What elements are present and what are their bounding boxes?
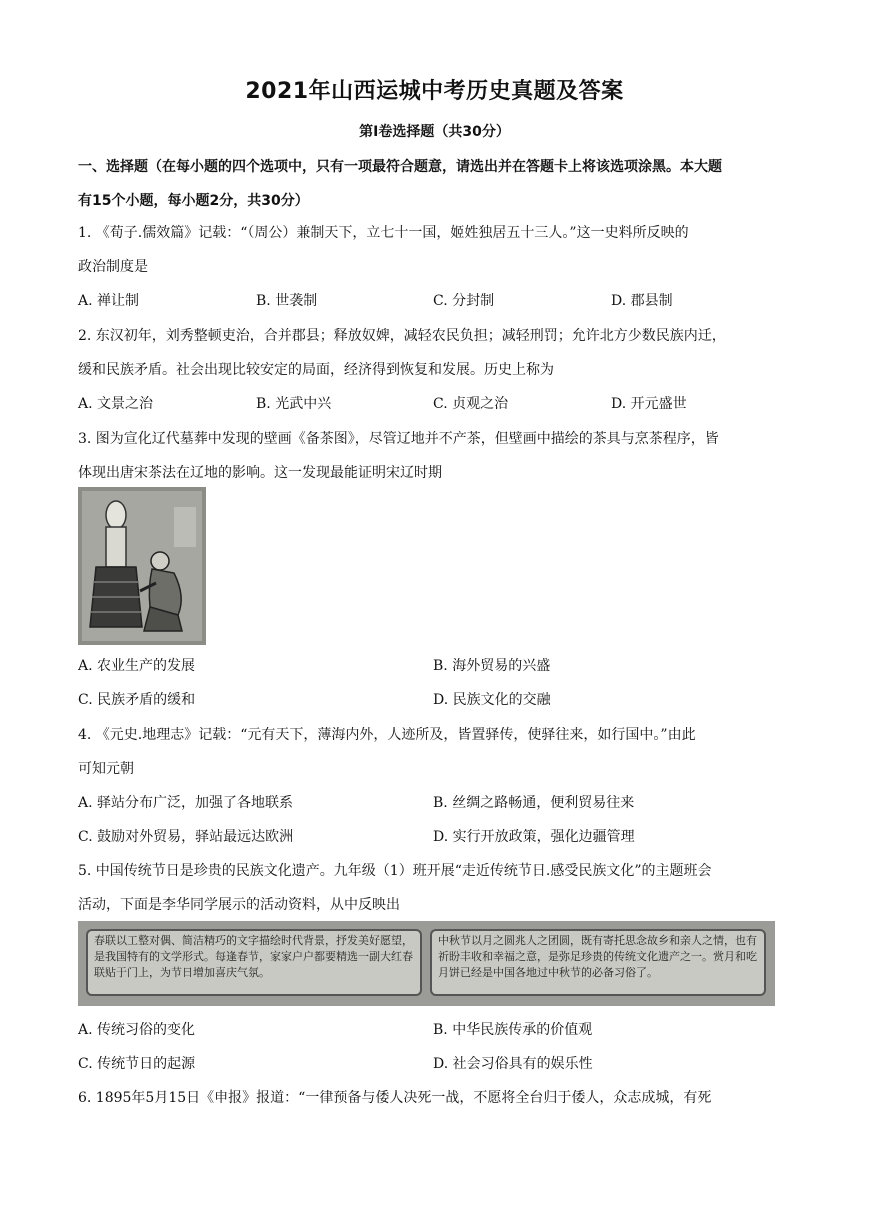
mid-autumn-panel: 中秋节以月之圆兆人之团圆，既有寄托思念故乡和亲人之情，也有祈盼丰收和幸福之意，是弥足珍贵的传统文化遗产之一。赏月和吃月饼已经是中国各地过中秋节的必备习俗了。 (430, 929, 766, 996)
section-instructions-line2: 有15个小题，每小题2分，共30分） (78, 193, 309, 209)
question-5-option-d: D. 社会习俗具有的娱乐性 (433, 1056, 593, 1072)
section-instructions-line1: 一、选择题（在每小题的四个选项中，只有一项最符合题意，请选出并在答题卡上将该选项涂黑。本大题 (78, 159, 722, 175)
question-1-stem-line1: 1. 《荀子.儒效篇》记载：“（周公）兼制天下，立七十一国，姬姓独居五十三人。”这一史料所反映的 (78, 225, 689, 241)
section-subtitle: 第Ⅰ卷选择题（共30分） (359, 124, 510, 140)
question-2-option-b: B. 光武中兴 (256, 396, 332, 412)
page-title: 2021年山西运城中考历史真题及答案 (245, 79, 624, 104)
question-5-stem-line2: 活动，下面是李华同学展示的活动资料，从中反映出 (78, 897, 400, 913)
question-5-option-b: B. 中华民族传承的价值观 (433, 1022, 593, 1038)
question-2-option-a: A. 文景之治 (78, 396, 154, 412)
question-5-option-a: A. 传统习俗的变化 (78, 1022, 196, 1038)
question-3-option-a: A. 农业生产的发展 (78, 658, 196, 674)
question-4-stem-line1: 4. 《元史.地理志》记载：“元有天下，薄海内外，人迹所及，皆置驿传，使驿往来，如行国中。”由此 (78, 727, 696, 743)
question-3-stem-line2: 体现出唐宋茶法在辽地的影响。这一发现最能证明宋辽时期 (78, 465, 442, 481)
question-4-option-a: A. 驿站分布广泛，加强了各地联系 (78, 795, 294, 811)
question-3-option-b: B. 海外贸易的兴盛 (433, 658, 551, 674)
question-4-option-d: D. 实行开放政策，强化边疆管理 (433, 829, 635, 845)
question-2-stem-line2: 缓和民族矛盾。社会出现比较安定的局面，经济得到恢复和发展。历史上称为 (78, 362, 554, 378)
question-2-stem-line1: 2. 东汉初年，刘秀整顿吏治，合并郡县；释放奴婢，减轻农民负担；减轻刑罚；允许北方少数民族内迁， (78, 328, 726, 344)
mural-illustration (78, 487, 206, 645)
question-4-stem-line2: 可知元朝 (78, 761, 134, 777)
question-2-option-d: D. 开元盛世 (611, 396, 687, 412)
question-3-option-d: D. 民族文化的交融 (433, 692, 551, 708)
question-6-stem-line1: 6. 1895年5月15日《申报》报道：“一律预备与倭人决死一战，不愿将全台归于倭人，众志成城，有死 (78, 1090, 712, 1106)
tea-preparation-mural-image (78, 487, 206, 645)
question-1-option-b: B. 世袭制 (256, 293, 318, 309)
question-2-option-c: C. 贞观之治 (433, 396, 509, 412)
question-1-option-d: D. 郡县制 (611, 293, 673, 309)
spring-couplet-panel: 春联以工整对偶、简洁精巧的文字描绘时代背景，抒发美好愿望，是我国特有的文学形式。每逢春节，家家户户都要精选一副大红春联贴于门上，为节日增加喜庆气氛。 (86, 929, 422, 996)
question-3-option-c: C. 民族矛盾的缓和 (78, 692, 196, 708)
question-1-option-a: A. 禅让制 (78, 293, 140, 309)
question-4-option-c: C. 鼓励对外贸易，驿站最远达欧洲 (78, 829, 294, 845)
question-5-option-c: C. 传统节日的起源 (78, 1056, 196, 1072)
question-3-stem-line1: 3. 图为宣化辽代墓葬中发现的壁画《备茶图》，尽管辽地并不产茶，但壁画中描绘的茶具与烹茶程序，皆 (78, 431, 719, 447)
festival-materials-image (78, 921, 775, 1006)
question-1-stem-line2: 政治制度是 (78, 259, 148, 275)
question-4-option-b: B. 丝绸之路畅通，便利贸易往来 (433, 795, 635, 811)
question-1-option-c: C. 分封制 (433, 293, 495, 309)
question-5-stem-line1: 5. 中国传统节日是珍贵的民族文化遗产。九年级（1）班开展“走近传统节日.感受民族文化”的主题班会 (78, 863, 712, 879)
